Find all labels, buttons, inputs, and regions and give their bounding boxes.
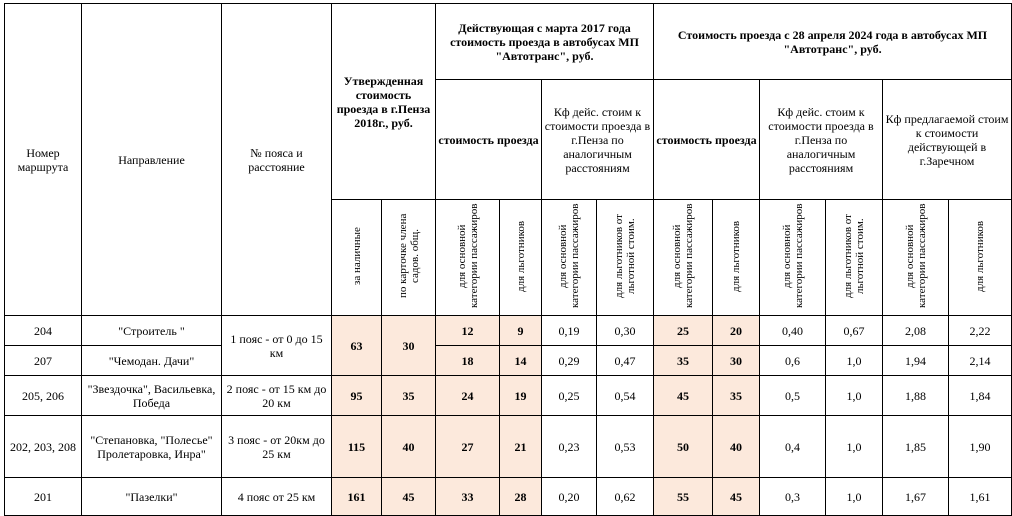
kf24-main-cell: 0,40	[760, 316, 826, 346]
c17-ben-cell: 28	[500, 478, 542, 516]
card-fare-cell: 45	[382, 478, 436, 516]
c17-ben-cell: 14	[500, 346, 542, 376]
header-kf-2017: Кф дейс. стоим к стоимости проезда в г.Пенза по аналогичным расстояниям	[542, 80, 654, 200]
table-row	[5, 478, 1012, 516]
kf24-main-cell: 0,5	[760, 376, 826, 416]
kf24-main-cell: 0,4	[760, 416, 826, 478]
header-kf-proposed: Кф предлагаемой стоим к стоимости действующей в г.Заречном	[883, 80, 1012, 200]
c24-main-cell: 50	[654, 416, 713, 478]
header-approved-cost: Утвержденная стоимость проезда в г.Пенза 2018г., руб.	[332, 4, 436, 200]
kf24-main-cell: 0,3	[760, 478, 826, 516]
kf17-ben-cell: 0,54	[597, 376, 654, 416]
kf17-main-cell: 0,29	[542, 346, 597, 376]
header-cost-2024: Стоимость проезда с 28 апреля 2024 года в автобусах МП "Автотранс", руб.	[654, 4, 1012, 80]
kf17-main-cell: 0,20	[542, 478, 597, 516]
c24-main-cell: 25	[654, 316, 713, 346]
fare-table	[4, 3, 1012, 516]
route-number-cell: 207	[5, 346, 82, 376]
direction-cell: "Строитель "	[82, 316, 222, 346]
kfp-ben-cell: 2,22	[949, 316, 1012, 346]
kfp-main-cell: 2,08	[883, 316, 949, 346]
zone-cell: 2 пояс - от 15 км до 20 км	[222, 376, 332, 416]
kfp-ben-cell: 1,61	[949, 478, 1012, 516]
c17-main-cell: 18	[436, 346, 500, 376]
direction-cell: "Чемодан. Дачи"	[82, 346, 222, 376]
card-fare-cell: 40	[382, 416, 436, 478]
c24-ben-cell: 20	[713, 316, 760, 346]
subheader-kf17-main: для основной категории пассажиров	[557, 203, 581, 309]
kfp-main-cell: 1,94	[883, 346, 949, 376]
c17-main-cell: 12	[436, 316, 500, 346]
cash-fare-cell: 161	[332, 478, 382, 516]
table-row	[5, 346, 1012, 376]
kf17-main-cell: 0,23	[542, 416, 597, 478]
subheader-kf17-ben: для льготников от льготной стоим.	[613, 214, 637, 298]
kfp-main-cell: 1,85	[883, 416, 949, 478]
kf17-main-cell: 0,19	[542, 316, 597, 346]
header-kf-2024: Кф дейс. стоим к стоимости проезда в г.Пенза по аналогичным расстояниям	[760, 80, 883, 200]
subheader-kfp-main: для основной категории пассажиров	[903, 203, 928, 309]
kf17-ben-cell: 0,53	[597, 416, 654, 478]
kfp-main-cell: 1,88	[883, 376, 949, 416]
table-row	[5, 376, 1012, 416]
zone-cell: 1 пояс - от 0 до 15 км	[222, 316, 332, 376]
card-fare-cell: 35	[382, 376, 436, 416]
route-number-cell: 205, 206	[5, 376, 82, 416]
route-number-cell: 204	[5, 316, 82, 346]
subheader-garden-card: по карточке члена садов. общ.	[396, 213, 421, 299]
card-fare-cell: 30	[382, 316, 436, 376]
subheader-kfp-ben: для льготников	[974, 220, 987, 292]
header-direction: Направление	[82, 4, 222, 316]
kfp-ben-cell: 2,14	[949, 346, 1012, 376]
cash-fare-cell: 63	[332, 316, 382, 376]
subheader-c24-ben: для льготников	[730, 220, 742, 292]
header-zone-distance: № пояса и расстояние	[222, 4, 332, 316]
kf24-main-cell: 0,6	[760, 346, 826, 376]
kfp-ben-cell: 1,84	[949, 376, 1012, 416]
zone-cell: 4 пояс от 25 км	[222, 478, 332, 516]
kf17-main-cell: 0,25	[542, 376, 597, 416]
kfp-ben-cell: 1,90	[949, 416, 1012, 478]
kf24-ben-cell: 1,0	[826, 416, 883, 478]
direction-cell: "Звездочка", Васильевка, Победа	[82, 376, 222, 416]
kf17-ben-cell: 0,47	[597, 346, 654, 376]
kf24-ben-cell: 0,67	[826, 316, 883, 346]
table-row	[5, 416, 1012, 478]
subheader-c17-ben: для льготников	[514, 220, 527, 292]
cash-fare-cell: 115	[332, 416, 382, 478]
header-fare-cost-2024: стоимость проезда	[654, 80, 760, 200]
subheader-c24-main: для основной категории пассажиров	[671, 203, 695, 309]
c17-ben-cell: 21	[500, 416, 542, 478]
cash-fare-cell: 95	[332, 376, 382, 416]
route-number-cell: 201	[5, 478, 82, 516]
kf17-ben-cell: 0,30	[597, 316, 654, 346]
c17-main-cell: 27	[436, 416, 500, 478]
c24-main-cell: 55	[654, 478, 713, 516]
direction-cell: "Степановка, "Полесье" Пролетаровка, Инра"	[82, 416, 222, 478]
c24-ben-cell: 35	[713, 376, 760, 416]
header-current-2017: Действующая с марта 2017 года стоимость проезда в автобусах МП "Автотранс", руб.	[436, 4, 654, 80]
kf17-ben-cell: 0,62	[597, 478, 654, 516]
c17-ben-cell: 19	[500, 376, 542, 416]
direction-cell: "Пазелки"	[82, 478, 222, 516]
subheader-cash: за наличные	[350, 227, 363, 285]
table-row	[5, 316, 1012, 346]
c17-ben-cell: 9	[500, 316, 542, 346]
c24-main-cell: 35	[654, 346, 713, 376]
header-fare-cost-2017: стоимость проезда	[436, 80, 542, 200]
kf24-ben-cell: 1,0	[826, 376, 883, 416]
c24-ben-cell: 30	[713, 346, 760, 376]
kfp-main-cell: 1,67	[883, 478, 949, 516]
zone-cell: 3 пояс - от 20км до 25 км	[222, 416, 332, 478]
route-number-cell: 202, 203, 208	[5, 416, 82, 478]
c24-main-cell: 45	[654, 376, 713, 416]
subheader-kf24-ben: для льготников от льготной стоим.	[842, 214, 866, 298]
c17-main-cell: 33	[436, 478, 500, 516]
kf24-ben-cell: 1,0	[826, 346, 883, 376]
header-route-number: Номер маршрута	[5, 4, 82, 316]
kf24-ben-cell: 1,0	[826, 478, 883, 516]
c24-ben-cell: 40	[713, 416, 760, 478]
subheader-kf24-main: для основной категории пассажиров	[780, 203, 805, 309]
c17-main-cell: 24	[436, 376, 500, 416]
c24-ben-cell: 45	[713, 478, 760, 516]
subheader-c17-main: для основной категории пассажиров	[455, 203, 480, 309]
